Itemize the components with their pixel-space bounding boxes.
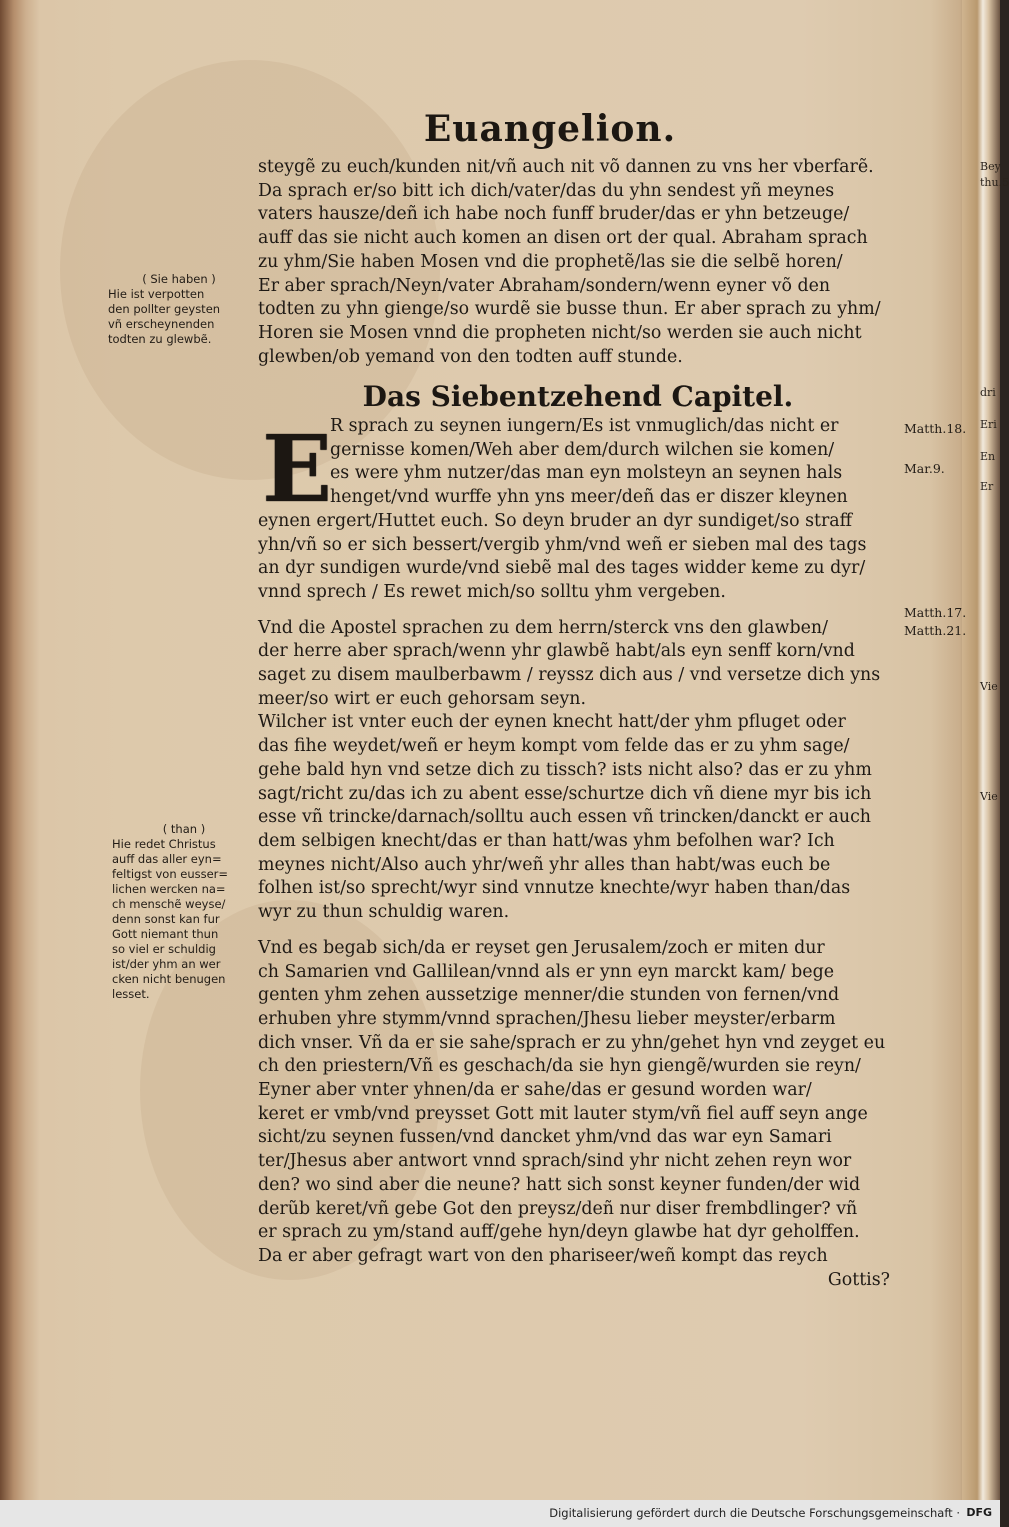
- footer-bar: [0, 1500, 1000, 1527]
- edge-fragment: Er: [980, 480, 994, 493]
- text-line: glewben/ob yemand von den todten auff stunde.: [258, 346, 683, 367]
- text-line: ter/Jhesus aber antwort vnnd sprach/sind yhr nicht zehen reyn wor: [258, 1151, 852, 1172]
- scripture-reference: Matth.21.: [904, 623, 967, 638]
- text-line: meynes nicht/Also auch yhr/weñ yhr alles than habt/was euch be: [258, 854, 831, 875]
- text-paragraph: [258, 937, 898, 1269]
- text-line: henget/vnd wurffe yhn yns meer/deñ das er diszer kleynen: [330, 487, 848, 508]
- text-line: ch den priestern/Vñ es geschach/da sie hyn giengẽ/wurden sie reyn/: [258, 1056, 861, 1077]
- dfg-logo: DFG: [966, 1506, 992, 1519]
- text-line: wyr zu thun schuldig waren.: [258, 902, 510, 923]
- text-line: esse vñ trincke/darnach/solltu auch essen vñ trincken/danckt er auch: [258, 807, 872, 828]
- text-line: es were yhm nutzer/das man eyn molsteyn an seynen hals: [330, 463, 843, 484]
- text-line: Da er aber gefragt wart von den phariseer/weñ kompt das reych: [258, 1245, 828, 1266]
- edge-fragment: Bey: [980, 160, 1001, 173]
- gloss-line: denn sonst kan fur: [112, 912, 220, 926]
- text-line: auff das sie nicht auch komen an disen ort der qual. Abraham sprach: [258, 228, 868, 249]
- edge-fragment: thu.5: [980, 176, 1009, 189]
- text-paragraph: [258, 617, 898, 925]
- text-line: gernisse komen/Weh aber dem/durch wilchen sie komen/: [330, 439, 835, 460]
- page-edge: [962, 0, 1000, 1500]
- text-line: steygẽ zu euch/kunden nit/vñ auch nit võ dannen zu vns her vberfarẽ.: [258, 157, 874, 177]
- edge-fragment: Vie: [980, 790, 998, 803]
- text-line: er sprach zu ym/stand auff/gehe hyn/deyn glawbe hat dyr geholffen.: [258, 1222, 860, 1243]
- text-line: den? wo sind aber die neune? hatt sich sonst keyner funden/der wid: [258, 1174, 861, 1195]
- catchword: Gottis?: [827, 1269, 890, 1290]
- text-line: Eyner aber vnter yhnen/da er sahe/das er gesund worden war/: [258, 1080, 812, 1101]
- text-line: an dyr sundigen wurde/vnd siebẽ mal des tages widder keme zu dyr/: [258, 558, 866, 579]
- text-line: yhn/vñ so er sich bessert/vergib yhm/vnd weñ er sieben mal des tags: [258, 534, 867, 555]
- text-line: zu yhm/Sie haben Mosen vnd die prophetẽ/las sie die selbẽ horen/: [258, 251, 843, 272]
- funding-note: Digitalisierung gefördert durch die Deutsche Forschungsgemeinschaft ·: [549, 1506, 960, 1520]
- text-paragraph: [258, 156, 898, 369]
- text-line: meer/so wirt er euch gehorsam seyn.: [258, 688, 587, 709]
- text-line: Da sprach er/so bitt ich dich/vater/das du yhn sendest yñ meynes: [258, 180, 835, 201]
- edge-fragment: dri: [980, 386, 996, 399]
- text-line: vaters hausze/deñ ich habe noch funff bruder/das er yhn betzeuge/: [258, 204, 850, 225]
- text-line: sagt/richt zu/das ich zu abent esse/schurtze dich vñ diene myr bis ich: [258, 783, 872, 804]
- gloss-line: cken nicht benugen: [112, 972, 226, 986]
- paragraph-gap: [258, 605, 898, 617]
- scripture-reference: Matth.17.: [904, 605, 967, 620]
- text-line: todten zu yhn gienge/so wurdẽ sie busse thun. Er aber sprach zu yhm/: [258, 299, 881, 320]
- text-line: das fihe weydet/weñ er heym kompt vom felde das er zu yhm sage/: [258, 736, 850, 757]
- gloss-line: Gott niemant thun: [112, 927, 219, 941]
- gloss-keyword: ( Sie haben ): [142, 272, 216, 286]
- text-line: Wilcher ist vnter euch der eynen knecht hatt/der yhm pfluget oder: [258, 712, 846, 733]
- edge-fragment: En: [980, 450, 996, 463]
- text-line: R sprach zu seynen iungern/Es ist vnmuglich/das nicht er: [330, 416, 839, 437]
- text-line: keret er vmb/vnd preysset Gott mit lauter stym/vñ fiel auff seyn ange: [258, 1103, 868, 1124]
- chapter-opening: [258, 415, 898, 605]
- gloss-line: auff das aller eyn=: [112, 852, 222, 866]
- margin-gloss: [108, 272, 250, 347]
- gloss-line: lesset.: [112, 987, 150, 1001]
- gloss-line: den pollter geysten: [108, 302, 221, 316]
- text-line: Vnd es begab sich/da er reyset gen Jerusalem/zoch er miten dur: [258, 937, 825, 958]
- text-line: sicht/zu seynen fussen/vnd dancket yhm/vnd das war eyn Samari: [258, 1127, 832, 1148]
- edge-fragment: Vie: [980, 680, 998, 693]
- gloss-line: so viel er schuldig: [112, 942, 216, 956]
- edge-fragment: Eri: [980, 418, 997, 431]
- gloss-keyword: ( than ): [162, 822, 206, 836]
- scripture-reference: Mar.9.: [904, 461, 945, 476]
- initial-letter: E: [262, 415, 333, 524]
- text-line: der herre aber sprach/wenn yhr glawbẽ habt/als eyn senff korn/vnd: [258, 641, 855, 662]
- text-line: vnnd sprech / Es rewet mich/so solltu yhm vergeben.: [258, 581, 726, 602]
- text-line: ch Samarien vnd Gallilean/vnnd als er ynn eyn marckt kam/ bege: [258, 961, 835, 982]
- text-line: genten yhm zehen aussetzige menner/die stunden von fernen/vnd: [258, 985, 840, 1006]
- text-line: gehe bald hyn vnd setze dich zu tissch? ists nicht also? das er zu yhm: [258, 759, 872, 780]
- text-line: dem selbigen knecht/das er than hatt/was yhm befolhen war? Ich: [258, 830, 835, 851]
- gloss-line: lichen wercken na=: [112, 882, 226, 896]
- text-paragraph: [258, 415, 898, 605]
- text-line: dich vnser. Vñ da er sie sahe/sprach er zu yhn/gehet hyn vnd zeyget eu: [258, 1032, 886, 1053]
- text-line: eynen ergert/Huttet euch. So deyn bruder an dyr sundiget/so straff: [258, 510, 853, 531]
- text-line: Vnd die Apostel sprachen zu dem herrn/sterck vns den glawben/: [258, 617, 828, 638]
- gloss-line: ist/der yhm an wer: [112, 957, 221, 971]
- running-title: Euangelion.: [423, 108, 677, 150]
- chapter-heading: Das Siebentzehend Capitel.: [362, 380, 794, 414]
- text-line: Er aber sprach/Neyn/vater Abraham/sondern/wenn eyner võ den: [258, 275, 831, 296]
- paragraph-gap: [258, 925, 898, 937]
- text-line: Horen sie Mosen vnnd die propheten nicht/so werden sie auch nicht: [258, 322, 862, 343]
- main-text-block: [258, 156, 898, 1292]
- gloss-line: Hie redet Christus: [112, 837, 216, 851]
- gloss-line: Hie ist verpotten: [108, 287, 205, 301]
- gloss-line: vñ erscheynenden: [108, 317, 215, 331]
- gloss-line: todten zu glewbẽ.: [108, 332, 212, 346]
- gloss-line: ch menschẽ weyse/: [112, 897, 226, 911]
- scripture-reference: Matth.18.: [904, 421, 967, 436]
- gloss-line: feltigst von eusser=: [112, 867, 229, 881]
- text-line: saget zu disem maulberbawm / reyssz dich aus / vnd versetze dich yns: [258, 665, 881, 686]
- margin-gloss: [112, 822, 256, 1002]
- text-line: derũb keret/vñ gebe Got den preysz/deñ nur diser frembdlinger? vñ: [258, 1198, 858, 1219]
- text-line: folhen ist/so sprecht/wyr sind vnnutze knechte/wyr haben than/das: [258, 878, 851, 899]
- text-line: erhuben yhre stymm/vnnd sprachen/Jhesu lieber meyster/erbarm: [258, 1008, 836, 1029]
